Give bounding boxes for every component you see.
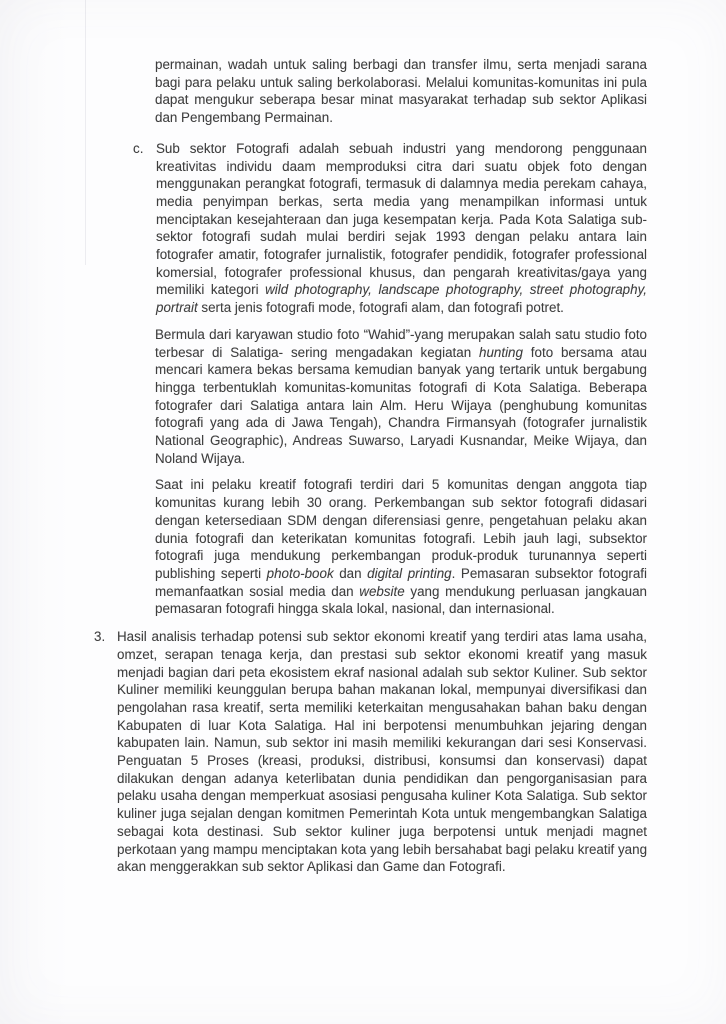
list-item-3 (94, 628, 647, 876)
list-item-3-text: Hasil analisis terhadap potensi sub sektor ekonomi kreatif yang terdiri atas lama usaha, omzet, serapan tenaga kerja, dan prestasi sub sektor ekonomi kreatif yang masuk menjadi bagian dari peta ekosistem ekraf nasional adalah sub sektor Kuliner. Sub sektor Kuliner memiliki keunggulan berupa bahan makanan lokal, mempunyai diversifikasi dan pengolahan rasa kreatif, serta memiliki keterkaitan mengusahakan bahan baku dengan Kabupaten di luar Kota Salatiga. Hal ini berpotensi menumbuhkan jejaring dengan kabupaten lain. Namun, sub sektor ini masih memiliki kekurangan dari sesi Konservasi. Penguatan 5 Proses (kreasi, produksi, distribusi, konsumsi dan konservasi) dapat dilakukan dengan adanya keterlibatan dunia pendidikan dan pengorganisasian para pelaku usaha dengan memperkuat asosiasi pengusaha kuliner Kota Salatiga. Sub sektor kuliner juga sejalan dengan komitmen Pemerintah Kota untuk mengembangkan Salatiga sebagai kota destinasi. Sub sektor kuliner juga berpotensi untuk menjadi magnet perkotaan yang mampu menciptakan kota yang lebih bersahabat bagi pelaku kreatif yang akan menggerakkan sub sektor Aplikasi dan Game dan Fotografi. (117, 629, 648, 875)
scan-edge-shading (0, 0, 70, 1024)
paragraph-continuation-permainan: permainan, wadah untuk saling berbagi dan transfer ilmu, serta menjadi sarana bagi para pelaku untuk saling berkolaborasi. Melalui komunitas-komunitas ini pula dapat mengukur seberapa besar minat masyarakat terhadap sub sektor Aplikasi dan Pengembang Permainan. (155, 57, 647, 126)
paragraph-bermula: Bermula dari karyawan studio foto “Wahid”-yang merupakan salah satu studio foto terbesar di Salatiga- sering mengadakan kegiatan hunting foto bersama atau mencari kamera bekas bersama kemudian banyak yang tertarik untuk bergabung hingga terbentuklah komunitas-komunitas fotografi di Kota Salatiga. Beberapa fotografer dari Salatiga antara lain Alm. Heru Wijaya (penghubung komunitas fotografi yang ada di Jawa Tengah), Chandra Firmansyah (fotografer jurnalistik National Geographic), Andreas Suwarso, Laryadi Kusnandar, Meike Wijaya, dan Noland Wijaya. (155, 326, 647, 466)
list-item-c-text: Sub sektor Fotografi adalah sebuah industri yang mendorong penggunaan kreativitas individu daam memproduksi citra dari suatu objek foto dengan menggunakan perangkat fotografi, termasuk di dalamnya media perekam cahaya, media penyimpan berkas, serta media yang menampilkan informasi untuk menciptakan kesejahteraan dan juga kesempatan kerja. Pada Kota Salatiga sub-sektor fotografi sudah mulai berdiri sejak 1993 dengan pelaku antara lain fotografer amatir, fotografer jurnalistik, fotografer pendidik, fotografer professional komersial, fotografer professional khusus, dan pengarah kreativitas/gaya yang memiliki kategori wild photography, landscape photography, street photography, portrait serta jenis fotografi mode, fotografi alam, dan fotografi potret. (156, 140, 647, 316)
list-item-c (133, 140, 647, 317)
list-marker-3: 3. (94, 629, 106, 645)
list-marker-c: c. (133, 140, 144, 156)
document-body (94, 56, 647, 876)
scan-crease-line (85, 0, 86, 265)
paragraph-saat-ini: Saat ini pelaku kreatif fotografi terdiri dari 5 komunitas dengan anggota tiap komunitas kurang lebih 30 orang. Perkembangan sub sektor fotografi didasari dengan ketersediaan SDM dengan diferensiasi genre, pengetahuan pelaku akan dunia fotografi dan keterikatan komunitas fotografi. Lebih jauh lagi, subsektor fotografi juga mendukung perkembangan produk-produk turunannya seperti publishing seperti photo-book dan digital printing. Pemasaran subsektor fotografi memanfaatkan sosial media dan website yang mendukung perluasan jangkauan pemasaran fotografi hingga skala lokal, nasional, dan internasional. (155, 477, 647, 617)
